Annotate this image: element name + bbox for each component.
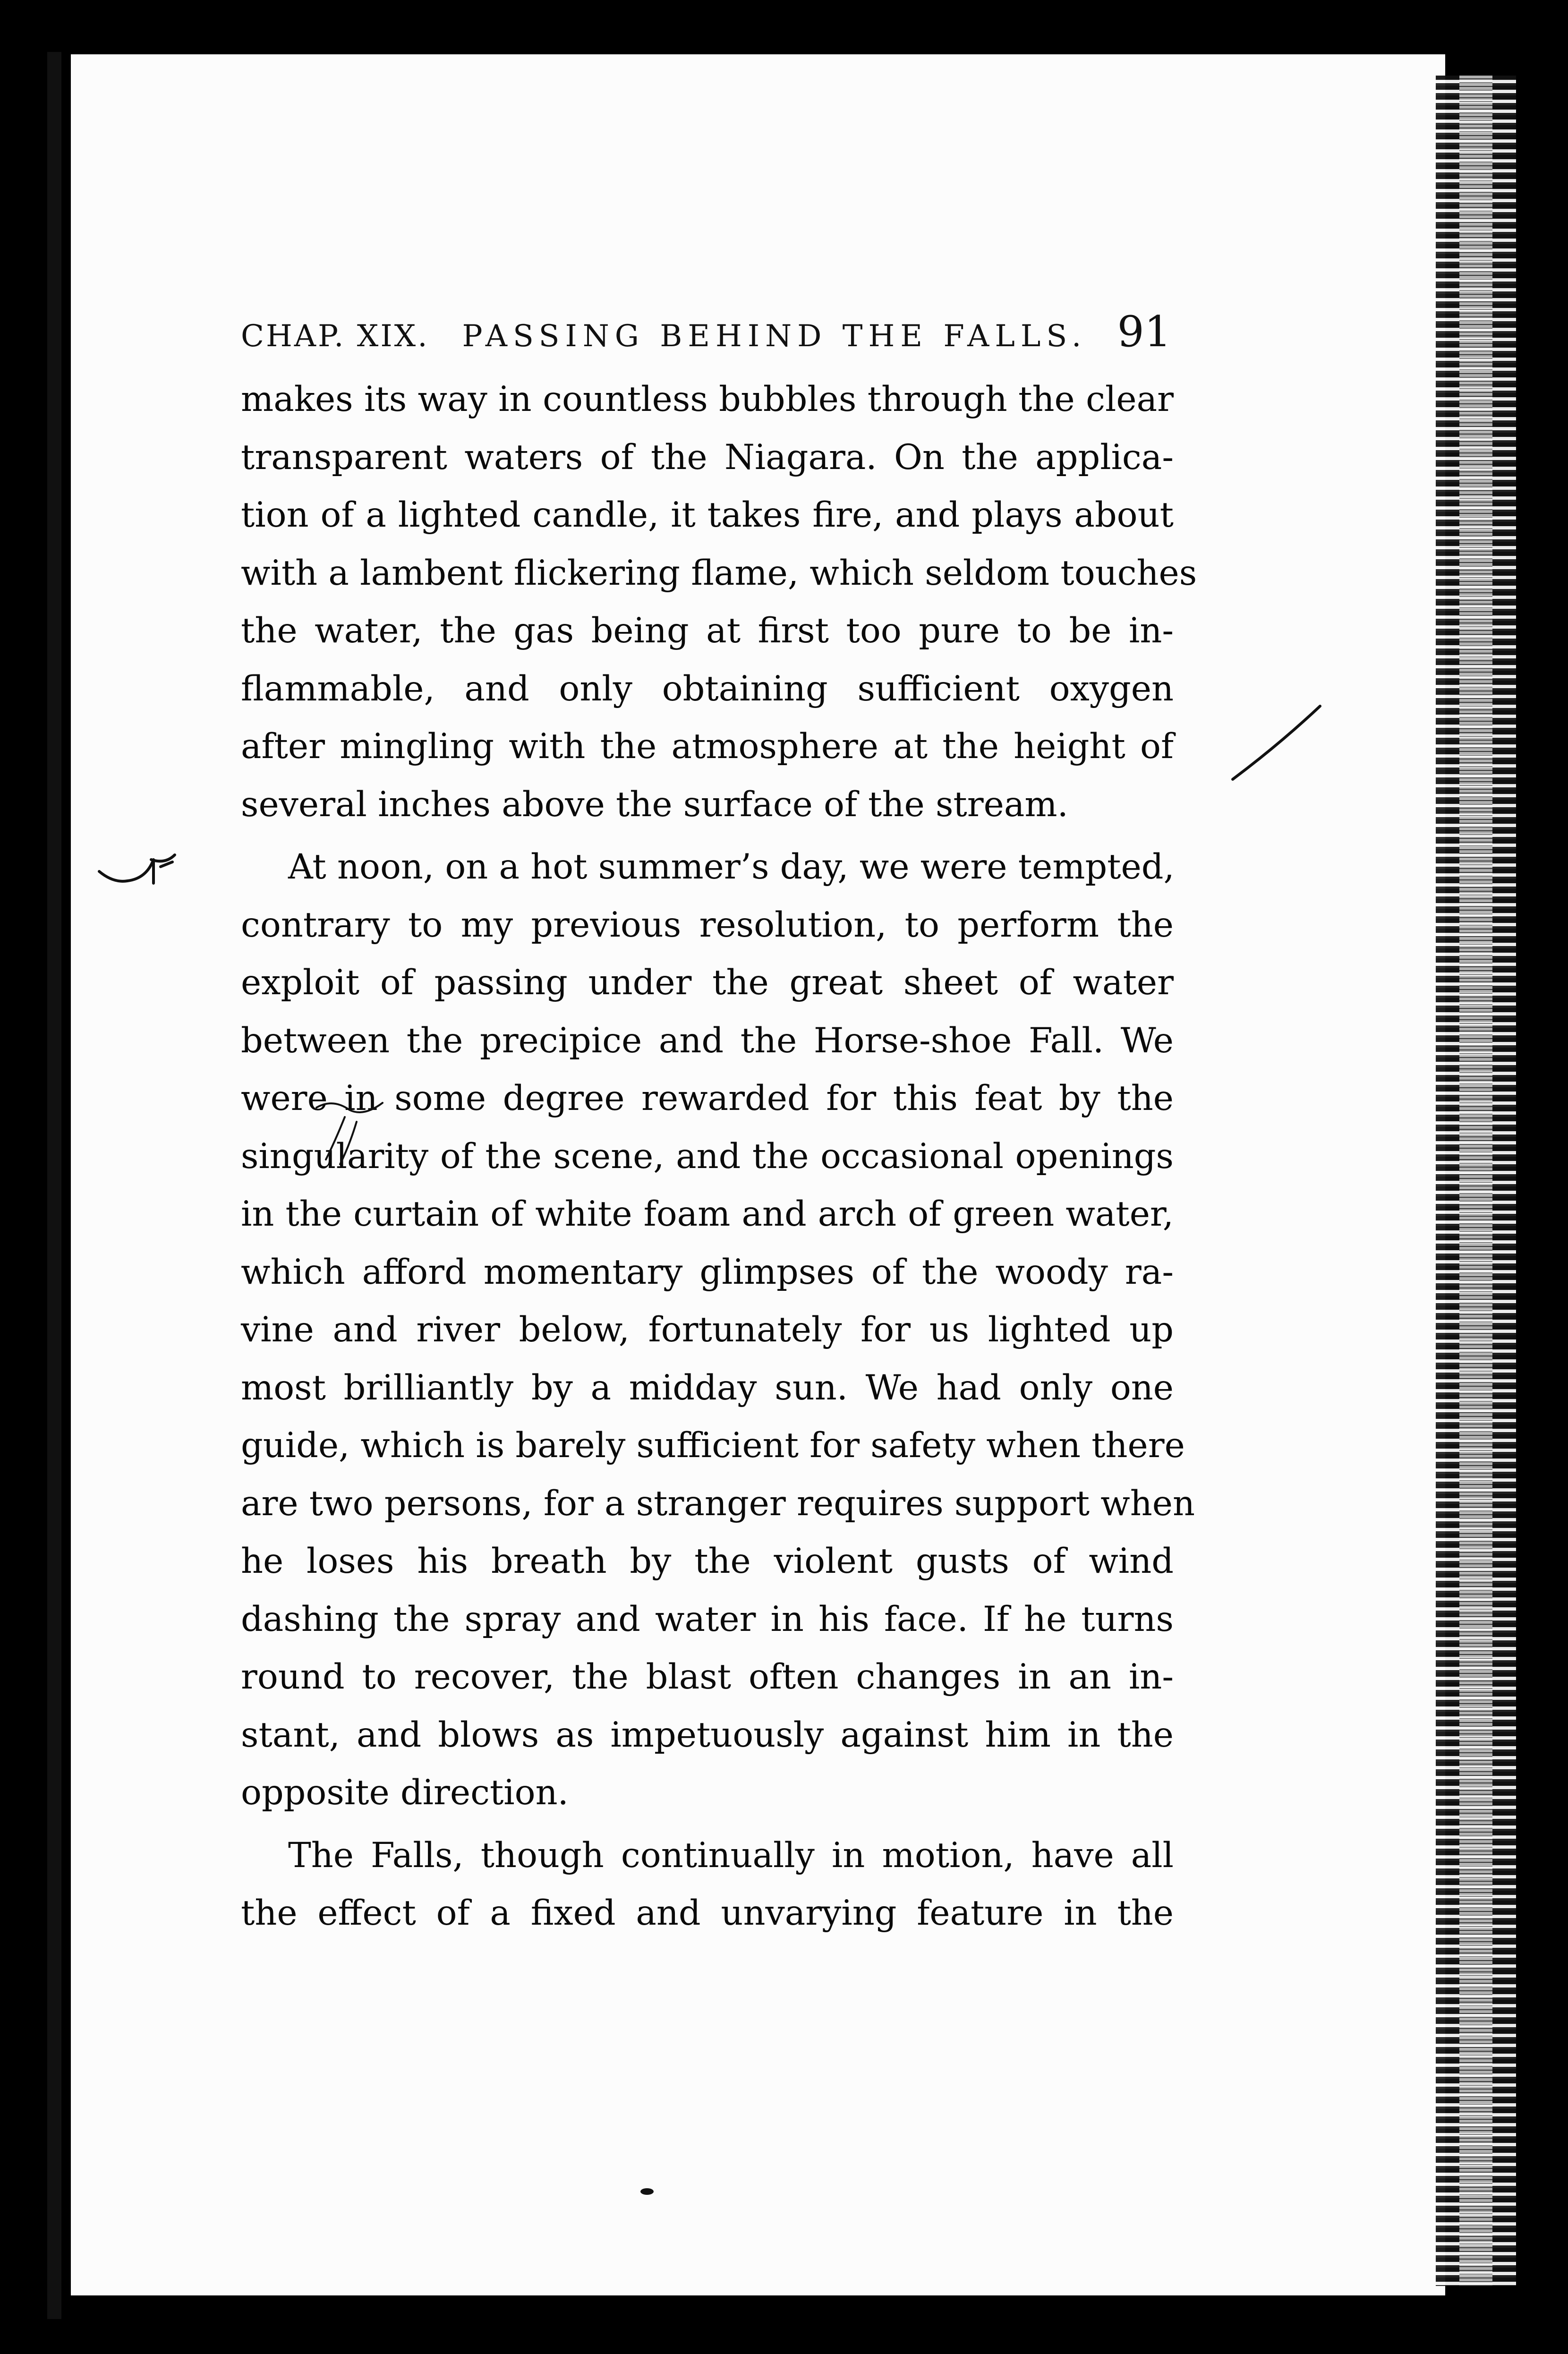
- text-line: makes its way in countless bubbles through the clear: [241, 379, 1174, 419]
- text-line: transparent waters of the Niagara. On the applica-: [241, 437, 1174, 478]
- header-title: PASSING BEHIND THE FALLS.: [462, 319, 1087, 354]
- text-line: the water, the gas being at first too pure to be in-: [241, 611, 1174, 651]
- paragraph-2: [241, 838, 1195, 1822]
- margin-hook-mark: [94, 845, 198, 897]
- chapter-label: CHAP. XIX.: [241, 319, 429, 354]
- binding-edge: [47, 52, 61, 2319]
- text-line: stant, and blows as impetuously against him in the: [241, 1714, 1174, 1755]
- text-line: were in some degree rewarded for this feat by the: [241, 1078, 1174, 1118]
- text-line: between the precipice and the Horse-shoe Fall. We: [241, 1020, 1174, 1061]
- text-line: guide, which is barely sufficient for safety when there: [241, 1425, 1185, 1466]
- text-line: vine and river below, fortunately for us lighted up: [241, 1310, 1174, 1350]
- ink-dot: [633, 2182, 661, 2201]
- text-line: with a lambent flickering flame, which seldom touches: [241, 553, 1197, 593]
- text-line: tion of a lighted candle, it takes fire, and plays about: [241, 495, 1174, 535]
- paragraph-3: [241, 1827, 1174, 1943]
- page-stack-edge-highlight: [1459, 76, 1492, 2286]
- text-line: round to recover, the blast often changes in an in-: [241, 1657, 1174, 1697]
- page-number: 91: [1117, 307, 1171, 357]
- correction-mark: [312, 1089, 406, 1169]
- text-line: singularity of the scene, and the occasional openings: [241, 1136, 1174, 1177]
- text-line: which afford momentary glimpses of the woody ra-: [241, 1252, 1174, 1292]
- text-line: in the curtain of white foam and arch of green water,: [241, 1194, 1174, 1234]
- running-header: [241, 307, 1171, 357]
- text-line: exploit of passing under the great sheet of water: [241, 963, 1174, 1003]
- text-line: flammable, and only obtaining sufficient oxygen: [241, 668, 1174, 709]
- text-line: most brilliantly by a midday sun. We had only one: [241, 1367, 1174, 1408]
- text-line: The Falls, though continually in motion, have all: [288, 1835, 1174, 1876]
- text-line: are two persons, for a stranger requires support when: [241, 1483, 1195, 1524]
- text-line: he loses his breath by the violent gusts of wind: [241, 1541, 1174, 1581]
- text-line: several inches above the surface of the stream.: [241, 784, 1068, 825]
- paragraph-1: [241, 371, 1197, 834]
- text-line: opposite direction.: [241, 1773, 569, 1813]
- text-line: after mingling with the atmosphere at the height of: [241, 726, 1174, 767]
- text-line: At noon, on a hot summer’s day, we were tempted,: [288, 847, 1175, 887]
- margin-slash-mark: [1223, 699, 1327, 793]
- text-line: contrary to my previous resolution, to perform the: [241, 904, 1174, 945]
- text-line: the effect of a fixed and unvarying feature in the: [241, 1893, 1174, 1933]
- text-line: dashing the spray and water in his face. If he turns: [241, 1599, 1174, 1639]
